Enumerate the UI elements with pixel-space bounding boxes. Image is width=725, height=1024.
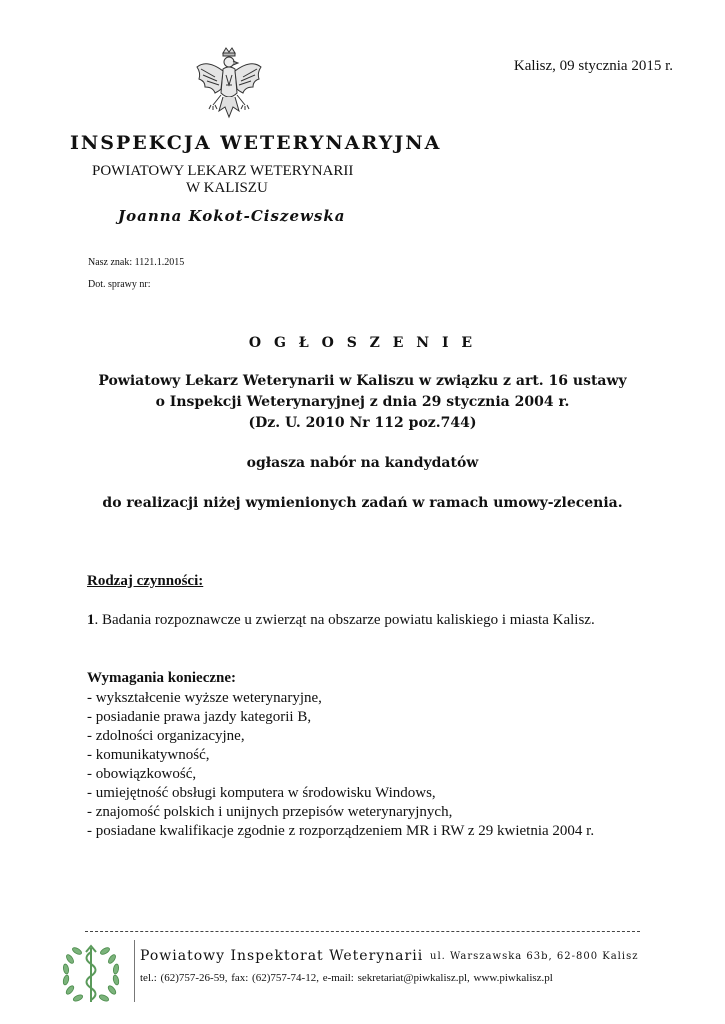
task-number: 1	[87, 612, 95, 628]
institution-title: INSPEKCJA WETERYNARYJNA	[70, 132, 442, 154]
task-text: . Badania rozpoznawcze u zwierząt na obszarze powiatu kaliskiego i miasta Kalisz.	[94, 612, 595, 628]
list-item: - posiadanie prawa jazdy kategorii B,	[87, 709, 312, 725]
section-title: Rodzaj czynności:	[87, 573, 204, 589]
announcement-line: o Inspekcji Weterynaryjnej z dnia 29 stycznia 2004 r.	[155, 394, 570, 410]
list-item: - znajomość polskich i unijnych przepisów weterynaryjnych,	[87, 804, 453, 820]
office-name-line1: POWIATOWY LEKARZ WETERYNARII	[92, 163, 354, 179]
announcement-line: (Dz. U. 2010 Nr 112 poz.744)	[248, 415, 477, 431]
list-item: - wykształcenie wyższe weterynaryjne,	[87, 690, 322, 706]
polish-eagle-icon	[193, 45, 265, 127]
list-item: - zdolności organizacyjne,	[87, 728, 245, 744]
letter-date: Kalisz, 09 stycznia 2015 r.	[513, 58, 673, 74]
announcement-line: ogłasza nabór na kandydatów	[246, 455, 479, 471]
footer-divider	[85, 931, 640, 932]
list-item: - obowiązkowość,	[87, 766, 197, 782]
announcement-line: do realizacji niżej wymienionych zadań w ramach umowy-zlecenia.	[102, 495, 623, 511]
office-name-line2: W KALISZU	[186, 180, 268, 196]
case-reference: Dot. sprawy nr:	[88, 279, 151, 290]
task-item	[87, 611, 647, 630]
reference-number: Nasz znak: 1121.1.2015	[88, 257, 185, 268]
announcement-title: O G Ł O S Z E N I E	[248, 335, 477, 351]
footer-institution-name: Powiatowy Inspektorat Weterynarii	[140, 948, 424, 964]
requirements-title: Wymagania konieczne:	[87, 670, 237, 686]
list-item: - komunikatywność,	[87, 747, 210, 763]
footer-address: ul. Warszawska 63b, 62-800 Kalisz	[430, 951, 639, 962]
officer-name: Joanna Kokot-Ciszewska	[118, 207, 346, 225]
list-item: - posiadane kwalifikacje zgodnie z rozporządzeniem MR i RW z 29 kwietnia 2004 r.	[87, 823, 595, 839]
caduceus-laurel-icon	[58, 938, 124, 1008]
requirements-list	[87, 689, 647, 841]
list-item: - umiejętność obsługi komputera w środowisku Windows,	[87, 785, 436, 801]
announcement-line: Powiatowy Lekarz Weterynarii w Kaliszu w związku z art. 16 ustawy	[98, 373, 627, 389]
footer-contact: tel.: (62)757-26-59, fax: (62)757-74-12, e-mail: sekretariat@piwkalisz.pl, www.piwkalisz.pl	[140, 972, 553, 984]
footer-separator	[134, 940, 135, 1002]
